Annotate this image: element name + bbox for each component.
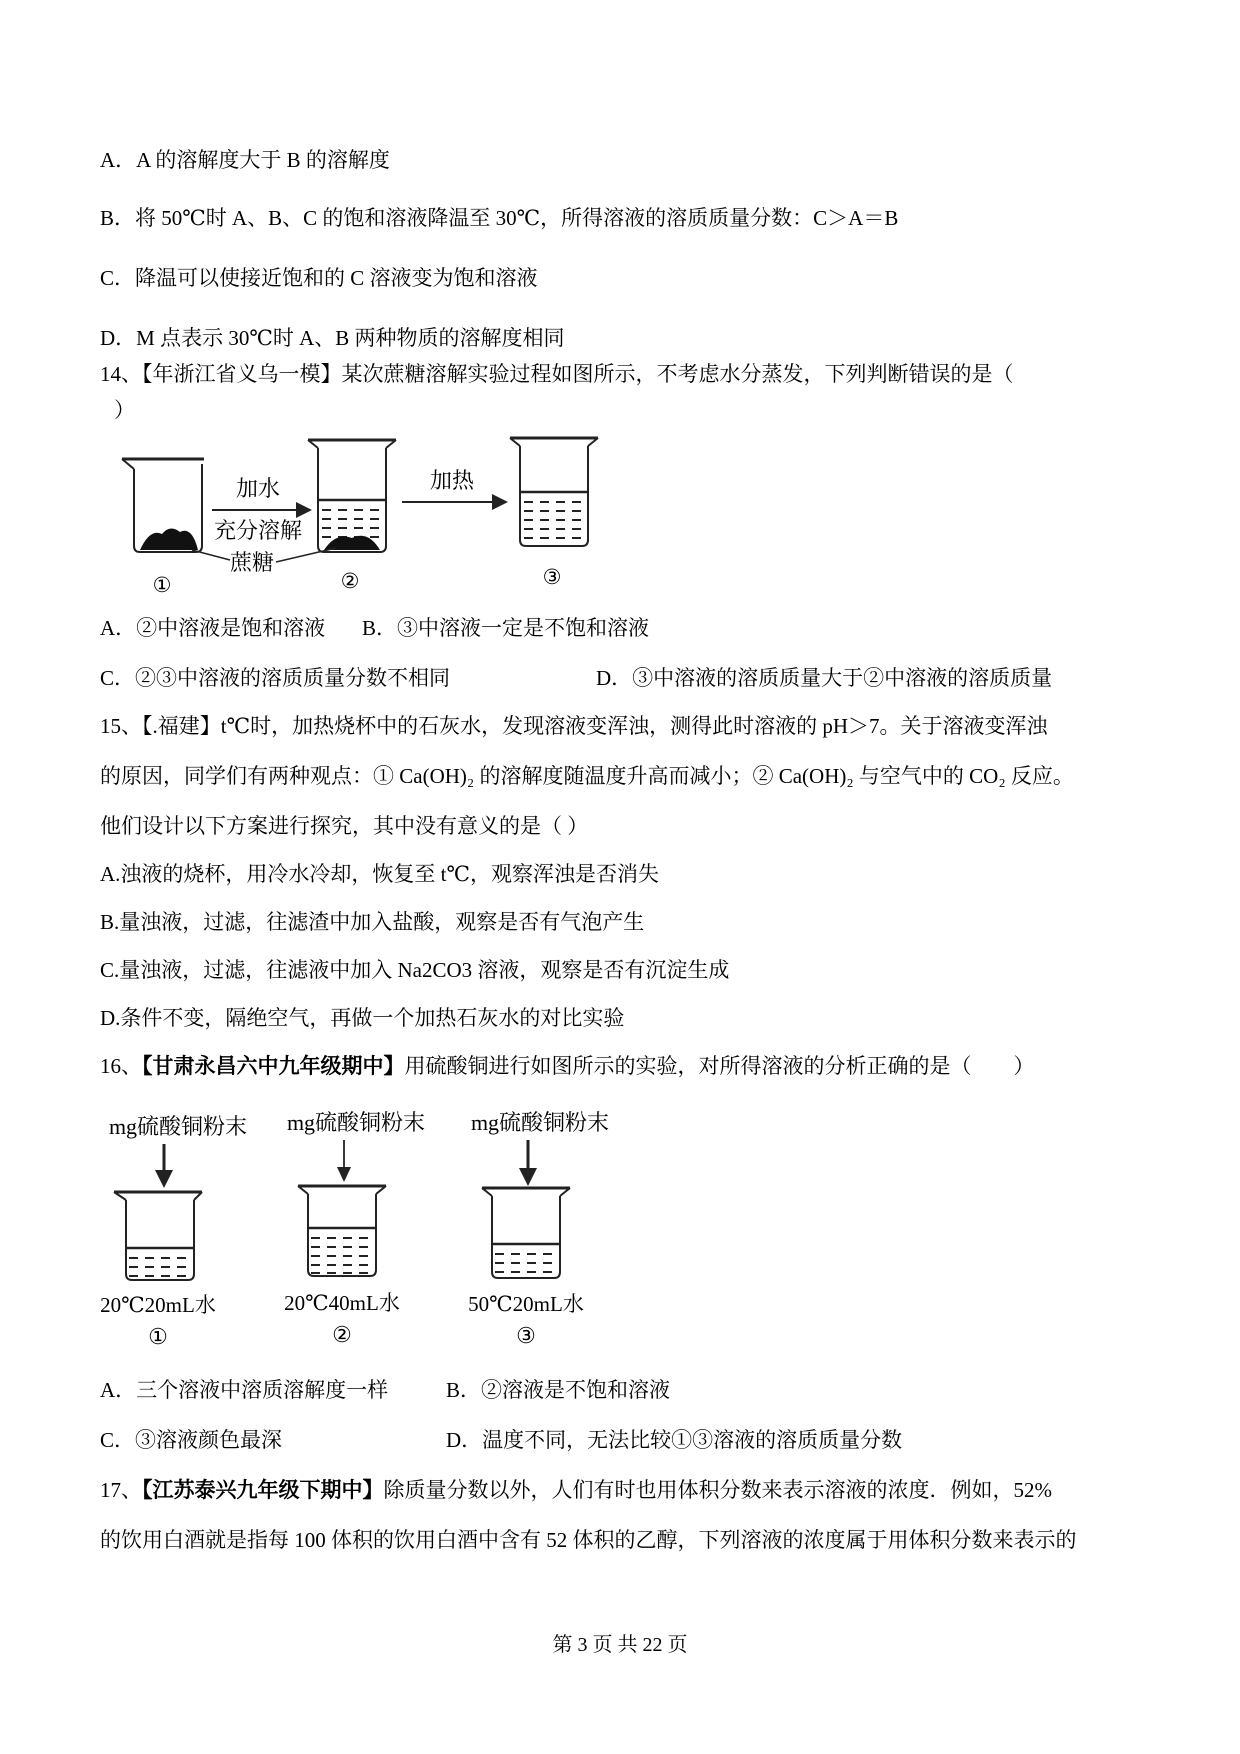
q14-options-row-1: [100, 614, 1144, 642]
question-17-stem-line1: [100, 1476, 1144, 1504]
question-16-number: 16、: [100, 1054, 142, 1078]
leader-line: [192, 550, 230, 560]
leader-line: [276, 548, 336, 562]
beaker-1-icon: [114, 1192, 202, 1280]
question-14-stem: [100, 360, 1144, 388]
q16-option-d: D．温度不同，无法比较①③溶液的溶质质量分数: [446, 1428, 903, 1452]
beaker-1-icon: [122, 459, 204, 552]
beaker-number-3: ③: [516, 1323, 536, 1348]
q13-option-c: C．降温可以使接近饱和的 C 溶液变为饱和溶液: [100, 266, 538, 290]
q14-option-b: B．③中溶液一定是不饱和溶液: [362, 616, 650, 640]
down-arrow-icon: [519, 1140, 537, 1186]
q15-option-d: D.条件不变，隔绝空气，再做一个加热石灰水的对比实验: [100, 1006, 625, 1030]
water-dashes-icon: [129, 1258, 191, 1276]
q16-option-b: B．②溶液是不饱和溶液: [446, 1378, 671, 1402]
water-dashes-icon: [495, 1254, 557, 1272]
water-caption-3: 50℃20mL水: [468, 1292, 584, 1316]
down-arrow-icon: [337, 1140, 351, 1182]
beaker-2-icon: [308, 440, 396, 552]
beaker-number-2: ②: [332, 1322, 352, 1347]
powder-label-2: mg硫酸铜粉末: [286, 1110, 426, 1135]
q15-option-c: C.量浊液，过滤，往滤液中加入 Na2CO3 溶液，观察是否有沉淀生成: [100, 958, 730, 982]
sucrose-dissolve-diagram: [100, 428, 700, 598]
q15-option-b: B.量浊液，过滤，往滤渣中加入盐酸，观察是否有气泡产生: [100, 910, 645, 934]
beaker-number-1: ①: [148, 1324, 168, 1349]
q13-option-a: A．A 的溶解度大于 B 的溶解度: [100, 148, 390, 172]
q16-options-row-2: [100, 1426, 1144, 1454]
q13-option-d: D．M 点表示 30℃时 A、B 两种物质的溶解度相同: [100, 326, 565, 350]
question-17-text: 除质量分数以外，人们有时也用体积分数来表示溶液的浓度．例如，52%: [383, 1478, 1052, 1502]
arrow2-label: 加热: [429, 468, 475, 493]
q16-option-c: C．③溶液颜色最深: [100, 1428, 283, 1452]
q14-option-d: D．③中溶液的溶质质量大于②中溶液的溶质质量: [596, 666, 1053, 690]
question-16-source: 【甘肃永昌六中九年级期中】: [142, 1054, 405, 1078]
beaker-2-icon: [298, 1186, 386, 1276]
q16-options-row-1: [100, 1376, 1144, 1404]
arrow1-label-top: 加水: [235, 476, 281, 501]
water-dashes-icon: [524, 502, 584, 538]
q13-option-b: B．将 50℃时 A、B、C 的饱和溶液降温至 30℃，所得溶液的溶质质量分数：C＞A＝B: [100, 206, 899, 230]
sucrose-solid-icon: [140, 528, 198, 550]
powder-label-3: mg硫酸铜粉末: [470, 1110, 610, 1135]
sucrose-label: 蔗糖: [229, 550, 275, 575]
water-caption-2: 20℃40mL水: [284, 1291, 400, 1315]
question-16-stem: [100, 1052, 1144, 1080]
beaker-3-icon: [510, 438, 598, 546]
q14-options-row-2: [100, 664, 1144, 692]
water-caption-1: 20℃20mL水: [100, 1293, 216, 1317]
q14-option-c: C．②③中溶液的溶质质量分数不相同: [100, 666, 451, 690]
powder-label-1: mg硫酸铜粉末: [108, 1114, 248, 1139]
q14-option-a: A．②中溶液是饱和溶液: [100, 616, 326, 640]
exam-page-body: [100, 146, 1144, 1554]
page-footer: 第 3 页 共 22 页: [552, 1634, 688, 1656]
beaker-1-caption: ①: [152, 573, 172, 597]
heat-arrow-icon: [402, 494, 508, 510]
q16-option-a: A．三个溶液中溶质溶解度一样: [100, 1378, 389, 1402]
question-16-text: 用硫酸铜进行如图所示的实验，对所得溶液的分析正确的是（ ）: [404, 1054, 1035, 1078]
copper-sulfate-diagram: [100, 1088, 700, 1368]
q15-option-a: A.浊液的烧杯，用冷水冷却，恢复至 t℃，观察浑浊是否消失: [100, 862, 659, 886]
down-arrow-icon: [155, 1144, 173, 1188]
arrow1-label-bottom: 充分溶解: [213, 518, 303, 543]
question-15-text: t℃时，加热烧杯中的石灰水，发现溶液变浑浊，测得此时溶液的 pH＞7。关于溶液变浑浊: [220, 714, 1048, 738]
question-14-number: 14、: [100, 362, 142, 386]
question-14-text: 某次蔗糖溶解实验过程如图所示，不考虑水分蒸发，下列判断错误的是（: [341, 362, 1014, 386]
question-14-stem-cont: ）: [114, 398, 135, 422]
beaker-3-caption: ③: [542, 565, 562, 589]
question-17-number: 17、: [100, 1478, 142, 1502]
water-dashes-icon: [311, 1238, 373, 1273]
question-15-number: 15、: [100, 714, 142, 738]
question-15-source: 【.福建】: [142, 714, 221, 738]
beaker-2-caption: ②: [340, 569, 360, 593]
question-15-stem-line1: [100, 712, 1144, 740]
question-17-source: 【江苏泰兴九年级下期中】: [142, 1478, 384, 1502]
question-14-source: 【年浙江省义乌一模】: [142, 362, 342, 386]
beaker-3-icon: [482, 1188, 570, 1278]
question-15-stem-line3: 他们设计以下方案进行探究，其中没有意义的是（ ）: [100, 814, 589, 838]
water-dashes-icon: [322, 510, 382, 537]
question-15-stem-line2: 的原因，同学们有两种观点：① Ca(OH)₂ 的溶解度随温度升高而减小；② Ca(OH)₂ 与空气中的 CO₂ 反应。: [100, 764, 1074, 788]
question-17-stem-line2: 的饮用白酒就是指每 100 体积的饮用白酒中含有 52 体积的乙醇，下列溶液的浓度属于用体积分数来表示的: [100, 1528, 1077, 1552]
add-water-arrow-icon: [212, 502, 312, 518]
